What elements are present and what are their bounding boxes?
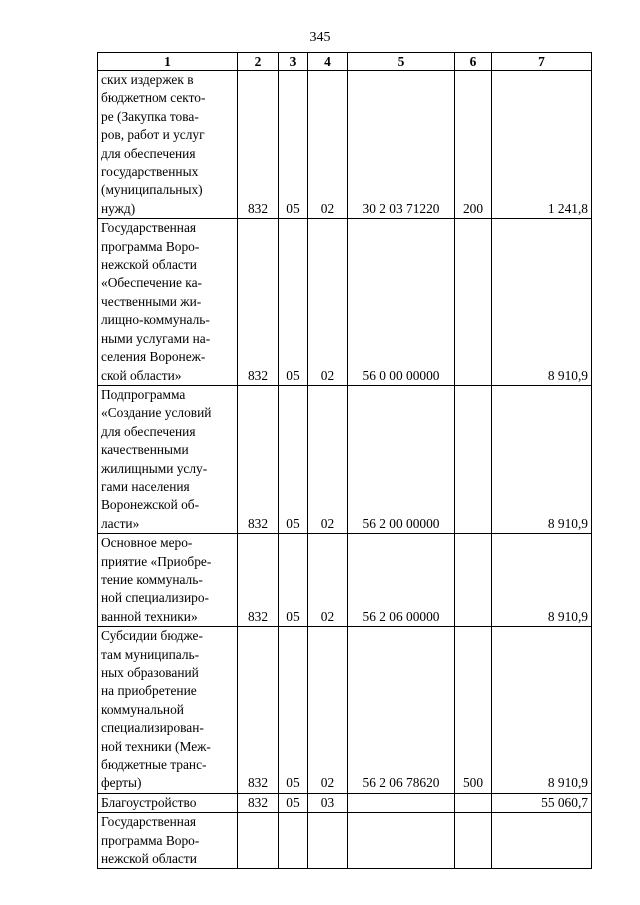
row-subsection: 02	[308, 219, 348, 386]
table-row	[98, 385, 592, 533]
row-subsection: 02	[308, 534, 348, 627]
row-expense-type: 200	[455, 71, 492, 219]
row-target-article: 56 2 06 00000	[348, 534, 455, 627]
row-name: ских издержек в бюджетном секто- ре (Закупка това- ров, работ и услуг для обеспечения государственных (муниципальных) нужд)	[98, 71, 238, 219]
row-name: Благоустройство	[98, 793, 238, 812]
row-amount: 1 241,8	[492, 71, 592, 219]
row-amount	[492, 813, 592, 869]
row-expense-type	[455, 793, 492, 812]
row-expense-type	[455, 534, 492, 627]
row-subsection: 02	[308, 71, 348, 219]
row-target-article: 30 2 03 71220	[348, 71, 455, 219]
row-subsection	[308, 813, 348, 869]
row-amount: 8 910,9	[492, 534, 592, 627]
row-admin-code: 832	[238, 534, 279, 627]
row-expense-type	[455, 219, 492, 386]
row-subsection: 02	[308, 385, 348, 533]
row-amount: 8 910,9	[492, 385, 592, 533]
row-section: 05	[279, 793, 308, 812]
page-number: 345	[309, 30, 331, 45]
row-section: 05	[279, 219, 308, 386]
row-target-article: 56 0 00 00000	[348, 219, 455, 386]
table-row	[98, 627, 592, 794]
row-name: Подпрограмма «Создание условий для обеспечения качественными жилищными услу- гами населения Воронежской об- ласти»	[98, 385, 238, 533]
row-subsection: 03	[308, 793, 348, 812]
row-section: 05	[279, 627, 308, 794]
table-row	[98, 793, 592, 812]
row-expense-type	[455, 813, 492, 869]
row-target-article: 56 2 06 78620	[348, 627, 455, 794]
row-name: Субсидии бюдже- там муниципаль- ных образований на приобретение коммунальной специализирован- ной техники (Меж- бюджетные транс- ферты)	[98, 627, 238, 794]
header-col-4: 4	[308, 53, 348, 71]
budget-table	[97, 52, 592, 869]
row-name: Государственная программа Воро- нежской области «Обеспечение ка- чественными жи- лищно-коммуналь- ными услугами на- селения Воронеж- ской области»	[98, 219, 238, 386]
header-col-5: 5	[348, 53, 455, 71]
row-target-article	[348, 793, 455, 812]
row-target-article	[348, 813, 455, 869]
row-name: Основное меро- приятие «Приобре- тение коммуналь- ной специализиро- ванной техники»	[98, 534, 238, 627]
row-admin-code: 832	[238, 627, 279, 794]
header-col-1: 1	[98, 53, 238, 71]
row-admin-code: 832	[238, 385, 279, 533]
row-section: 05	[279, 71, 308, 219]
header-col-2: 2	[238, 53, 279, 71]
header-col-3: 3	[279, 53, 308, 71]
row-subsection: 02	[308, 627, 348, 794]
header-col-7: 7	[492, 53, 592, 71]
row-admin-code: 832	[238, 219, 279, 386]
row-name: Государственная программа Воро- нежской области	[98, 813, 238, 869]
table-row	[98, 219, 592, 386]
row-section: 05	[279, 534, 308, 627]
header-col-6: 6	[455, 53, 492, 71]
row-expense-type: 500	[455, 627, 492, 794]
table-row	[98, 534, 592, 627]
row-section	[279, 813, 308, 869]
row-admin-code	[238, 813, 279, 869]
row-target-article: 56 2 00 00000	[348, 385, 455, 533]
row-admin-code: 832	[238, 793, 279, 812]
header-row	[98, 53, 592, 71]
table-row	[98, 71, 592, 219]
table-row	[98, 813, 592, 869]
row-admin-code: 832	[238, 71, 279, 219]
row-amount: 55 060,7	[492, 793, 592, 812]
row-amount: 8 910,9	[492, 219, 592, 386]
row-expense-type	[455, 385, 492, 533]
row-section: 05	[279, 385, 308, 533]
row-amount: 8 910,9	[492, 627, 592, 794]
